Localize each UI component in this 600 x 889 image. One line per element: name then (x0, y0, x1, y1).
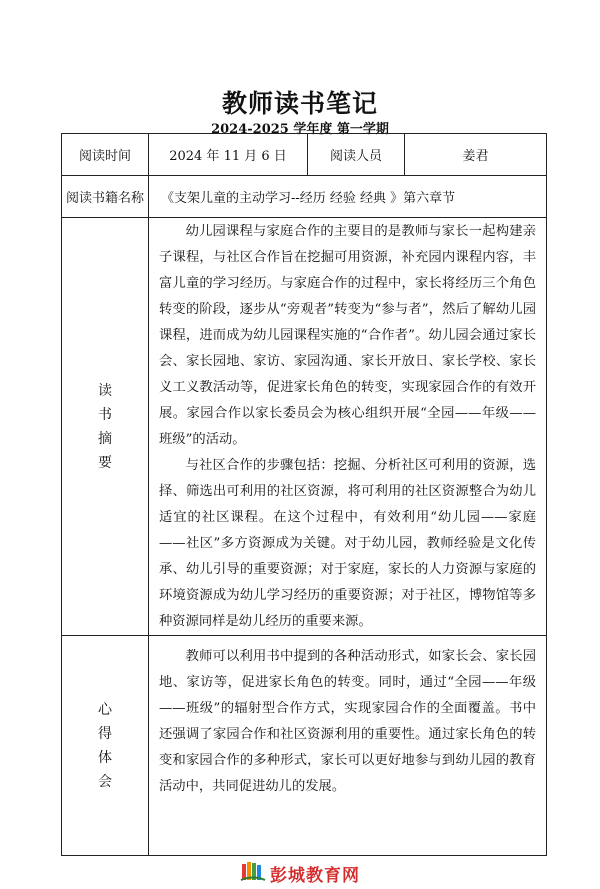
summary-paragraph: 幼儿园课程与家庭合作的主要目的是教师与家长一起构建亲子课程，与社区合作旨在挖掘可用资源，补充园内课程内容，丰富儿童的学习经历。与家庭合作的过程中，家长将经历三个角色转变的阶段，逐步从“旁观者”转变为“参与者”，然后了解幼儿园课程，进而成为幼儿园课程实施的“合作者”。幼儿园会通过家长会、家长园地、家访、家园沟通、家长开放日、家长学校、家长义工义教活动等，促进家长角色的转变，实现家园合作的有效开展。家园合作以家长委员会为核心组织开展“全园——年级——班级”的活动。 (159, 224, 536, 447)
reader-label: 阅读人员 (308, 134, 405, 176)
reflection-label-char: 心 (98, 701, 112, 718)
footer-watermark (0, 860, 600, 886)
summary-label-char: 摘 (98, 430, 112, 447)
book-logo-icon (240, 860, 266, 886)
summary-label-char: 要 (98, 454, 112, 471)
reflection-paragraph: 教师可以利用书中提到的各种活动形式，如家长会、家长园地、家访等，促进家长角色的转变。同时，通过“全园——年级——班级”的辐射型合作方式，实现家园合作的全面覆盖。书中还强调了家园合作和社区资源利用的重要性。通过家长角色的转变和家园合作的多种形式，家长可以更好地参与到幼儿园的教育活动中，共同促进幼儿的发展。 (159, 649, 536, 794)
summary-label-char: 读 (98, 382, 112, 399)
summary-label (62, 218, 149, 636)
summary-row (62, 218, 547, 636)
reflection-label-char: 会 (98, 773, 112, 790)
reading-time-value: 2024 年 11 月 6 日 (149, 134, 308, 176)
reading-info-row (62, 134, 547, 176)
reflection-label (62, 636, 149, 856)
reading-note-table (61, 133, 547, 856)
book-title-value: 《支架儿童的主动学习--经历 经验 经典 》第六章节 (149, 176, 547, 218)
book-label: 阅读书籍名称 (62, 176, 149, 218)
reflection-label-char: 得 (98, 725, 112, 742)
summary-content (149, 218, 547, 636)
page-title: 教师读书笔记 (221, 89, 378, 118)
reflection-label-char: 体 (98, 749, 112, 766)
reader-value: 姜君 (405, 134, 547, 176)
reading-time-label: 阅读时间 (62, 134, 149, 176)
summary-label-char: 书 (98, 406, 112, 423)
site-name[interactable]: 彭城教育网 (270, 865, 360, 886)
book-row (62, 176, 547, 218)
summary-paragraph: 与社区合作的步骤包括：挖掘、分析社区可利用的资源，选择、筛选出可利用的社区资源，将可利用的社区资源整合为幼儿适宜的社区课程。在这个过程中，有效利用“幼儿园——家庭——社区”多方资源成为关键。对于幼儿园，教师经验是文化传承、幼儿引导的重要资源；对于家庭，家长的人力资源与家庭的环境资源成为幼儿学习经历的重要资源；对于社区，博物馆等多种资源同样是幼儿经历的重要来源。 (159, 458, 536, 629)
reflection-row (62, 636, 547, 856)
reflection-content (149, 636, 547, 856)
term-subtitle: 2024-2025 学年度 第一学期 (211, 122, 389, 137)
